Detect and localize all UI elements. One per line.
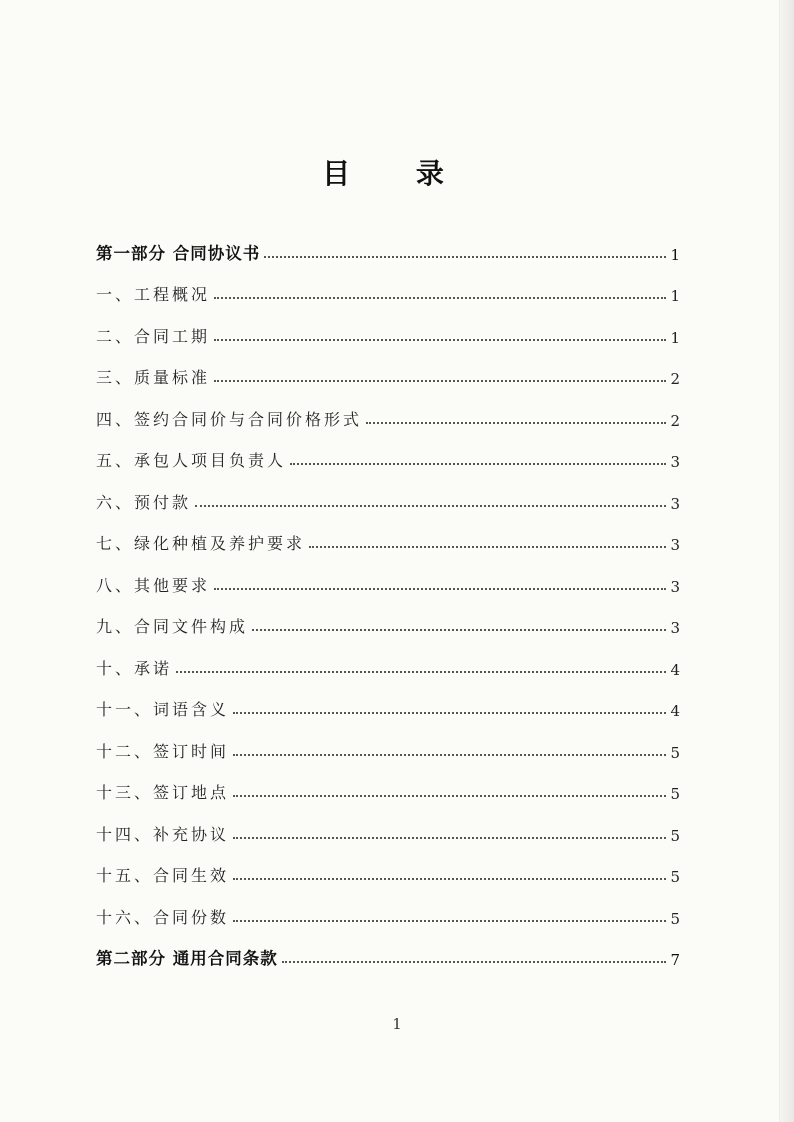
toc-entry-page: 3	[670, 494, 680, 513]
page-number: 1	[392, 1015, 402, 1033]
toc-entry-label: 十四、补充协议	[96, 824, 230, 844]
toc-entry-page: 1	[670, 245, 680, 264]
toc-entry-label: 六、预付款	[96, 492, 192, 512]
dot-leader	[176, 671, 666, 673]
toc-entry[interactable]	[96, 305, 680, 347]
dot-leader	[214, 380, 666, 382]
toc-entry[interactable]	[96, 513, 680, 555]
toc-entry-page: 7	[670, 951, 680, 969]
dot-leader	[233, 795, 666, 797]
toc-entry-page: 3	[670, 577, 680, 596]
dot-leader	[282, 961, 666, 963]
toc-entry[interactable]	[96, 264, 680, 306]
dot-leader	[252, 629, 666, 631]
toc-entry[interactable]	[96, 222, 680, 264]
toc-entry[interactable]	[96, 596, 680, 638]
dot-leader	[233, 878, 666, 880]
toc-entry[interactable]	[96, 430, 680, 472]
toc-entry-page: 5	[670, 909, 680, 928]
toc-entry-page: 5	[670, 868, 680, 886]
toc-entry-label: 三、质量标准	[96, 368, 211, 387]
dot-leader	[290, 463, 666, 465]
toc-entry-page: 4	[670, 702, 680, 720]
toc-entry-label: 十五、合同生效	[96, 866, 230, 885]
dot-leader	[214, 588, 666, 590]
dot-leader	[214, 339, 666, 341]
toc-entry-label: 十、承诺	[96, 658, 173, 678]
toc-entry[interactable]	[96, 388, 680, 430]
toc-entry[interactable]	[96, 803, 680, 845]
toc-entry-page: 1	[670, 287, 680, 305]
toc-entry[interactable]	[96, 637, 680, 679]
toc-entry[interactable]	[96, 928, 680, 970]
toc-entry-label: 十六、合同份数	[96, 907, 230, 927]
dot-leader	[309, 546, 666, 548]
toc-entry[interactable]	[96, 762, 680, 804]
toc-entry-label: 十三、签订地点	[96, 783, 230, 802]
toc-entry-page: 3	[670, 536, 680, 554]
toc-entry-label: 十二、签订时间	[96, 741, 230, 761]
toc-entry-page: 3	[670, 453, 680, 471]
dot-leader	[233, 920, 666, 922]
toc-entry[interactable]	[96, 886, 680, 928]
toc-entry-label: 一、工程概况	[96, 285, 211, 304]
toc-entry-label: 第一部分 合同协议书	[96, 243, 261, 263]
toc-entry-page: 1	[670, 328, 680, 347]
dot-leader	[195, 505, 666, 507]
toc-entry-page: 5	[670, 826, 680, 845]
toc-entry-page: 5	[670, 785, 680, 803]
toc-entry[interactable]	[96, 845, 680, 887]
toc-entry[interactable]	[96, 347, 680, 389]
toc-entry[interactable]	[96, 679, 680, 721]
dot-leader	[233, 754, 666, 756]
toc-entry-page: 4	[670, 660, 680, 679]
toc-entry-label: 二、合同工期	[96, 326, 211, 346]
dot-leader	[214, 297, 666, 299]
toc-entry-label: 八、其他要求	[96, 575, 211, 595]
dot-leader	[233, 712, 666, 714]
page-title: 目 录	[322, 157, 472, 190]
toc-entry-label: 九、合同文件构成	[96, 617, 249, 636]
toc-entry-label: 第二部分 通用合同条款	[96, 949, 278, 968]
toc-entry[interactable]	[96, 554, 680, 596]
dot-leader	[264, 256, 666, 258]
toc-entry-page: 5	[670, 743, 680, 762]
toc-entry[interactable]	[96, 720, 680, 762]
toc-entry-label: 十一、词语含义	[96, 700, 230, 719]
toc-entry[interactable]	[96, 471, 680, 513]
toc-entry-page: 2	[670, 370, 680, 388]
toc-entry-label: 七、绿化种植及养护要求	[96, 534, 306, 553]
toc-entry-label: 五、承包人项目负责人	[96, 451, 287, 470]
toc-entry-page: 3	[670, 619, 680, 637]
dot-leader	[366, 422, 666, 424]
toc-entry-label: 四、签约合同价与合同价格形式	[96, 409, 363, 429]
table-of-contents	[96, 222, 680, 969]
dot-leader	[233, 837, 666, 839]
toc-entry-page: 2	[670, 411, 680, 430]
